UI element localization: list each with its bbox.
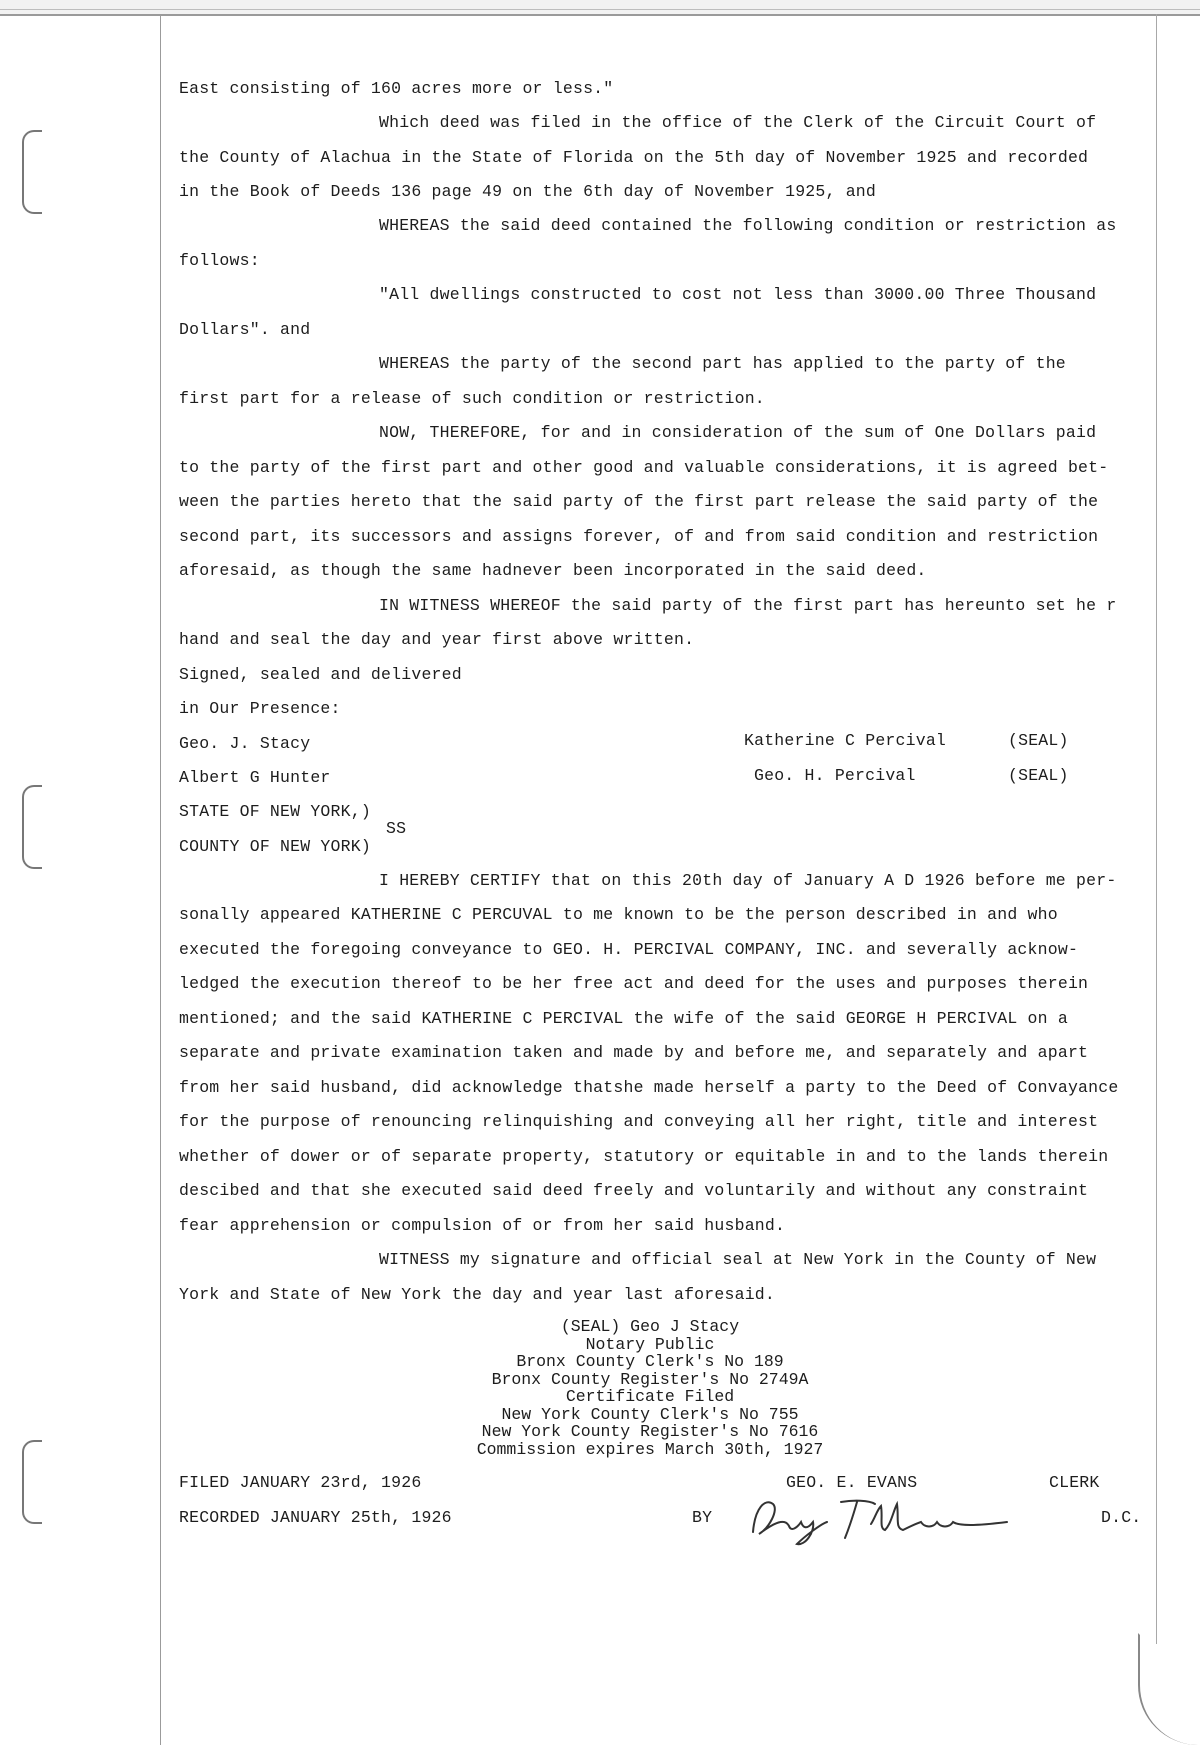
- left-margin-rule: [160, 14, 161, 1745]
- notary-line: Notary Public: [585, 1335, 715, 1354]
- body-line: ween the parties hereto that the said party of the first part release the said party of the: [179, 492, 1099, 511]
- certificate-line: executed the foregoing conveyance to GEO. H. PERCIVAL COMPANY, INC. and severally acknow-: [179, 940, 1079, 959]
- body-line: aforesaid, as though the same hadnever been incorporated in the said deed.: [179, 561, 927, 580]
- filed-date: FILED JANUARY 23rd, 1926: [179, 1473, 422, 1492]
- page-corner-curl: [1138, 1633, 1200, 1745]
- page-top-edge: [0, 0, 1200, 16]
- body-line: first part for a release of such condition or restriction.: [179, 389, 765, 408]
- certificate-line: York and State of New York the day and year last aforesaid.: [179, 1285, 775, 1304]
- body-line: Dollars". and: [179, 320, 311, 339]
- body-line: WHEREAS the said deed contained the following condition or restriction as: [379, 216, 1117, 235]
- notary-line: Certificate Filed: [565, 1387, 735, 1406]
- deputy-clerk-label: D.C.: [1101, 1508, 1142, 1527]
- by-label: BY: [692, 1508, 713, 1527]
- recorded-date: RECORDED JANUARY 25th, 1926: [179, 1508, 452, 1527]
- certificate-line: from her said husband, did acknowledge thatshe made herself a party to the Deed of Convayance: [179, 1078, 1119, 1097]
- body-line: NOW, THEREFORE, for and in consideration of the sum of One Dollars paid: [379, 423, 1097, 442]
- certificate-line: ledged the execution thereof to be her free act and deed for the uses and purposes therein: [179, 974, 1089, 993]
- body-line: in Our Presence:: [179, 699, 341, 718]
- witness-name: Geo. J. Stacy: [179, 734, 311, 753]
- notary-line: (SEAL) Geo J Stacy: [560, 1317, 740, 1336]
- certificate-line: for the purpose of renouncing relinquishing and conveying all her right, title and interest: [179, 1112, 1099, 1131]
- certificate-line: mentioned; and the said KATHERINE C PERCIVAL the wife of the said GEORGE H PERCIVAL on a: [179, 1009, 1068, 1028]
- certificate-line: WITNESS my signature and official seal at New York in the County of New: [379, 1250, 1097, 1269]
- signer-name: Katherine C Percival: [744, 731, 947, 750]
- certificate-line: descibed and that she executed said deed freely and voluntarily and without any constraint: [179, 1181, 1089, 1200]
- body-line: in the Book of Deeds 136 page 49 on the 6th day of November 1925, and: [179, 182, 877, 201]
- venue-state: STATE OF NEW YORK,): [179, 802, 371, 821]
- body-line: East consisting of 160 acres more or less.": [179, 79, 614, 98]
- binder-hole-top: [22, 130, 42, 214]
- binder-hole-bottom: [22, 1440, 42, 1524]
- body-line: the County of Alachua in the State of Florida on the 5th day of November 1925 and recorded: [179, 148, 1089, 167]
- body-line: Which deed was filed in the office of the Clerk of the Circuit Court of: [379, 113, 1097, 132]
- binder-hole-middle: [22, 785, 42, 869]
- body-line: WHEREAS the party of the second part has applied to the party of the: [379, 354, 1066, 373]
- deputy-signature: [745, 1488, 1025, 1553]
- page-top-rule: [0, 9, 1200, 10]
- body-line: to the party of the first part and other good and valuable considerations, it is agreed bet-: [179, 458, 1109, 477]
- notary-line: Commission expires March 30th, 1927: [476, 1440, 824, 1459]
- right-margin-rule: [1156, 14, 1157, 1644]
- certificate-line: sonally appeared KATHERINE C PERCUVAL to me known to be the person described in and who: [179, 905, 1058, 924]
- body-line: follows:: [179, 251, 260, 270]
- certificate-line: separate and private examination taken and made by and before me, and separately and apart: [179, 1043, 1089, 1062]
- certificate-line: I HEREBY CERTIFY that on this 20th day of January A D 1926 before me per-: [379, 871, 1117, 890]
- notary-line: Bronx County Clerk's No 189: [516, 1352, 784, 1371]
- body-line: hand and seal the day and year first above written.: [179, 630, 695, 649]
- venue-county: COUNTY OF NEW YORK): [179, 837, 371, 856]
- certificate-line: fear apprehension or compulsion of or from her said husband.: [179, 1216, 786, 1235]
- notary-line: Bronx County Register's No 2749A: [491, 1370, 809, 1389]
- seal-mark: (SEAL): [1008, 766, 1069, 785]
- body-line: "All dwellings constructed to cost not less than 3000.00 Three Thousand: [379, 285, 1097, 304]
- seal-mark: (SEAL): [1008, 731, 1069, 750]
- body-line: IN WITNESS WHEREOF the said party of the first part has hereunto set he r: [379, 596, 1117, 615]
- witness-name: Albert G Hunter: [179, 768, 331, 787]
- clerk-name: GEO. E. EVANS: [786, 1473, 918, 1492]
- body-line: Signed, sealed and delivered: [179, 665, 462, 684]
- venue-ss: SS: [386, 819, 407, 838]
- certificate-line: whether of dower or of separate property, statutory or equitable in and to the lands therein: [179, 1147, 1109, 1166]
- signer-name: Geo. H. Percival: [754, 766, 916, 785]
- body-line: second part, its successors and assigns forever, of and from said condition and restriction: [179, 527, 1099, 546]
- clerk-title: CLERK: [1049, 1473, 1100, 1492]
- notary-line: New York County Register's No 7616: [481, 1422, 819, 1441]
- notary-line: New York County Clerk's No 755: [501, 1405, 799, 1424]
